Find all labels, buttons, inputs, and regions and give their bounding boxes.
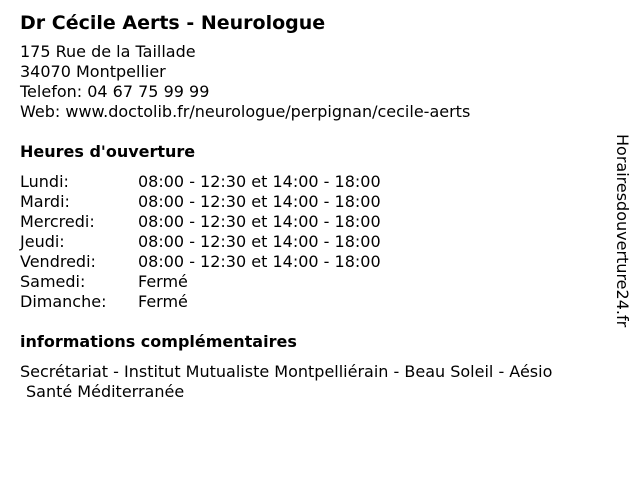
address-city: 34070 Montpellier [20, 62, 166, 81]
hours-day: Mardi: [20, 192, 70, 211]
hours-row-sunday [20, 292, 610, 312]
hours-time: 08:00 - 12:30 et 14:00 - 18:00 [138, 172, 381, 191]
brand-watermark: Horairesdouverture24.fr [613, 134, 632, 328]
hours-row-saturday [20, 272, 610, 292]
hours-time: Fermé [138, 292, 188, 311]
phone-number: Telefon: 04 67 75 99 99 [20, 82, 210, 101]
hours-time: 08:00 - 12:30 et 14:00 - 18:00 [138, 252, 381, 271]
hours-day: Mercredi: [20, 212, 95, 231]
hours-row-tuesday [20, 192, 610, 212]
hours-day: Samedi: [20, 272, 86, 291]
info-text [20, 362, 610, 402]
address-street: 175 Rue de la Taillade [20, 42, 196, 61]
hours-row-wednesday [20, 212, 610, 232]
info-line: Secrétariat - Institut Mutualiste Montpelliérain - Beau Soleil - Aésio [20, 362, 553, 381]
hours-time: 08:00 - 12:30 et 14:00 - 18:00 [138, 192, 381, 211]
website-link: Web: www.doctolib.fr/neurologue/perpignan/cecile-aerts [20, 102, 471, 121]
hours-time: Fermé [138, 272, 188, 291]
hours-day: Jeudi: [20, 232, 65, 251]
hours-row-friday [20, 252, 610, 272]
info-line: Santé Méditerranée [26, 382, 185, 401]
hours-row-thursday [20, 232, 610, 252]
hours-day: Vendredi: [20, 252, 96, 271]
hours-time: 08:00 - 12:30 et 14:00 - 18:00 [138, 212, 381, 231]
hours-row-monday [20, 172, 610, 192]
hours-day: Dimanche: [20, 292, 107, 311]
hours-table [20, 172, 610, 312]
info-heading: informations complémentaires [20, 332, 297, 351]
hours-day: Lundi: [20, 172, 69, 191]
hours-heading: Heures d'ouverture [20, 142, 196, 161]
page-content [20, 10, 610, 402]
hours-time: 08:00 - 12:30 et 14:00 - 18:00 [138, 232, 381, 251]
page-title: Dr Cécile Aerts - Neurologue [20, 12, 326, 34]
